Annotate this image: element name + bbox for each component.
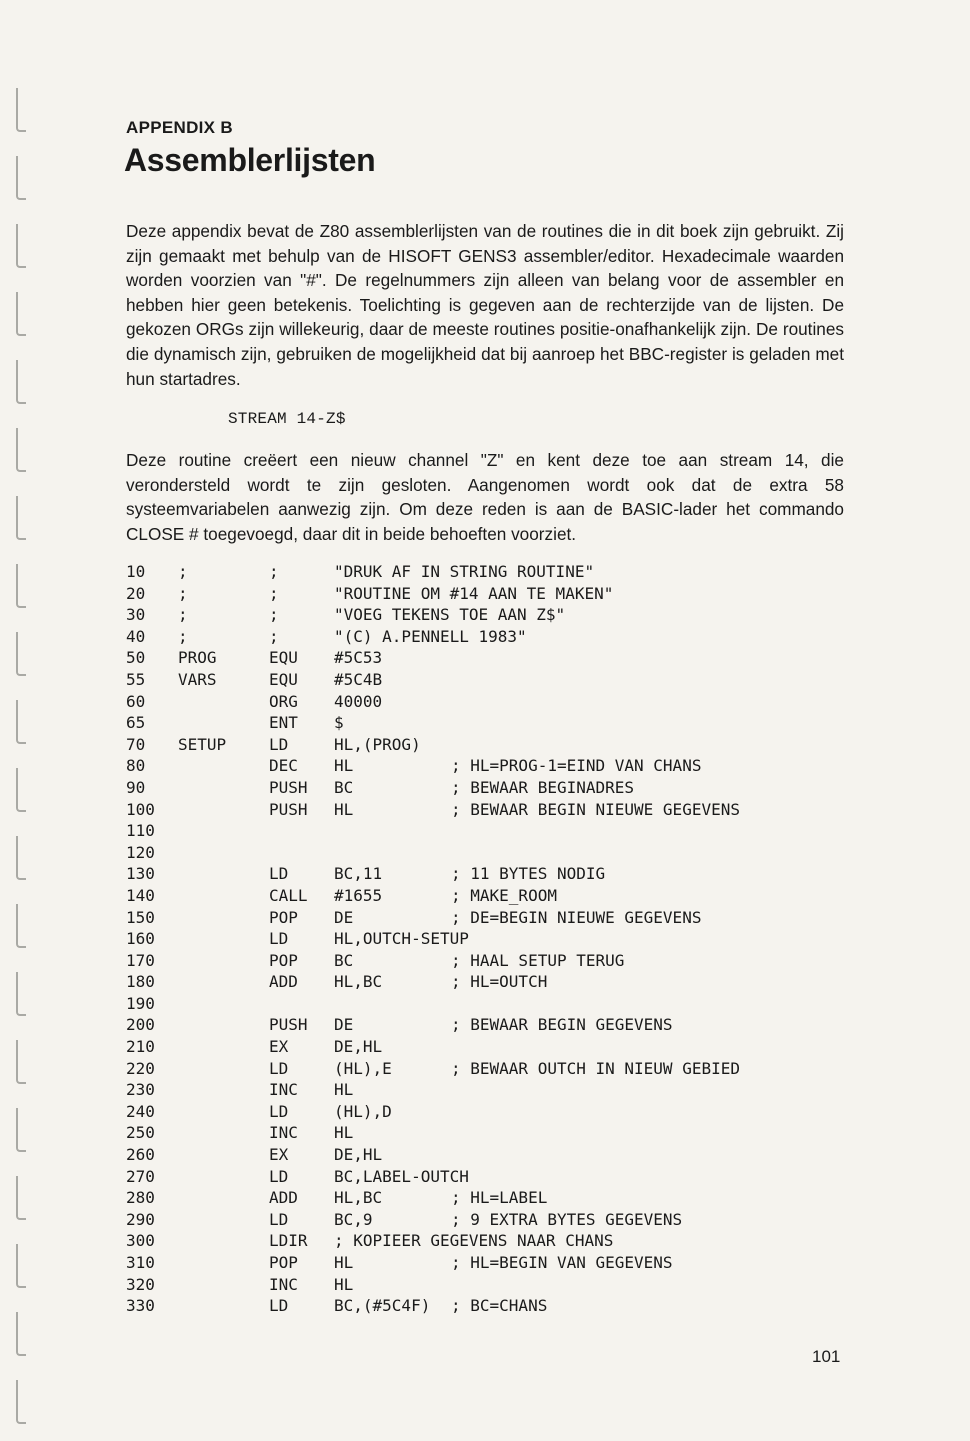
code-line [126, 1036, 846, 1058]
line-label: ; [178, 583, 188, 603]
code-line [126, 1122, 846, 1144]
line-operand: "ROUTINE OM #14 AAN TE MAKEN" [334, 583, 614, 603]
line-opcode: INC [269, 1080, 298, 1100]
line-number: 230 [126, 1080, 155, 1100]
line-number: 80 [126, 756, 146, 776]
line-comment: ; BEWAAR BEGIN GEGEVENS [451, 1015, 673, 1035]
line-opcode: PUSH [269, 777, 308, 797]
code-line [126, 626, 846, 648]
code-line [126, 755, 846, 777]
line-operand: #1655 [334, 885, 383, 905]
line-opcode: POP [269, 1253, 298, 1272]
line-number: 60 [126, 691, 146, 711]
line-opcode: EQU [269, 669, 298, 689]
code-line [126, 950, 846, 972]
code-line [126, 993, 846, 1015]
line-number: 120 [126, 842, 155, 862]
line-operand: HL,(PROG) [334, 734, 421, 754]
line-number: 170 [126, 950, 155, 970]
line-number: 330 [126, 1296, 155, 1316]
assembler-listing [126, 561, 846, 1317]
code-line [126, 863, 846, 885]
code-line [126, 1101, 846, 1123]
code-line [126, 820, 846, 842]
line-operand: BC,11 [334, 864, 383, 884]
line-comment: ; HL=LABEL [451, 1188, 548, 1208]
line-number: 140 [126, 885, 155, 905]
line-number: 270 [126, 1166, 155, 1186]
line-operand: DE,HL [334, 1037, 383, 1057]
line-operand: BC [334, 950, 354, 970]
line-operand: HL,OUTCH-SETUP [334, 929, 469, 949]
code-line [126, 971, 846, 993]
line-opcode: EX [269, 1145, 289, 1165]
line-number: 160 [126, 929, 155, 949]
line-opcode: INC [269, 1274, 298, 1294]
line-opcode: ADD [269, 972, 298, 992]
code-line [126, 669, 846, 691]
line-opcode: PUSH [269, 1015, 308, 1035]
line-number: 55 [126, 669, 146, 689]
line-opcode: ; [269, 605, 279, 625]
line-label: PROG [178, 648, 217, 668]
line-operand: (HL),D [334, 1101, 392, 1121]
line-operand: HL [334, 1274, 354, 1294]
code-line [126, 1144, 846, 1166]
line-number: 210 [126, 1037, 155, 1057]
line-number: 320 [126, 1274, 155, 1294]
line-opcode: LDIR [269, 1231, 308, 1251]
code-line [126, 1166, 846, 1188]
code-line [126, 712, 846, 734]
line-comment: ; BEWAAR BEGINADRES [451, 777, 635, 797]
line-number: 240 [126, 1101, 155, 1121]
line-number: 30 [126, 605, 146, 625]
line-comment: ; 9 EXTRA BYTES GEGEVENS [451, 1209, 683, 1229]
line-operand: HL [334, 799, 354, 819]
code-line [126, 734, 846, 756]
line-operand: HL,BC [334, 972, 383, 992]
line-number: 65 [126, 713, 146, 733]
line-opcode: ADD [269, 1188, 298, 1208]
line-comment: ; DE=BEGIN NIEUWE GEGEVENS [451, 907, 702, 927]
line-number: 50 [126, 648, 146, 668]
section-heading: STREAM 14-Z$ [228, 410, 346, 428]
line-operand: $ [334, 713, 344, 733]
code-line [126, 1274, 846, 1296]
line-opcode: ORG [269, 691, 298, 711]
line-operand: "(C) A.PENNELL 1983" [334, 626, 527, 646]
code-line [126, 799, 846, 821]
page-number: 101 [812, 1347, 841, 1366]
line-comment: ; BC=CHANS [451, 1296, 548, 1316]
line-number: 190 [126, 993, 155, 1013]
line-operand: ; KOPIEER GEGEVENS NAAR CHANS [334, 1231, 614, 1251]
line-opcode: ENT [269, 713, 298, 733]
line-opcode: ; [269, 562, 279, 581]
section-paragraph: Deze routine creëert een nieuw channel "Z" en kent deze toe aan stream 14, die verondersteld wordt te zijn gesloten. Aangenomen wordt ook dat de extra 58 systeemvariabelen aanwezig zijn. Om deze reden is aan de BASIC-lader het commando CLOSE # toegevoegd, daar dit in beide behoeften voorziet. [126, 450, 844, 544]
code-line [126, 928, 846, 950]
code-line [126, 1187, 846, 1209]
line-operand: "VOEG TEKENS TOE AAN Z$" [334, 605, 566, 625]
code-line [126, 1058, 846, 1080]
line-operand: 40000 [334, 691, 383, 711]
line-opcode: CALL [269, 885, 308, 905]
line-opcode: LD [269, 734, 289, 754]
line-opcode: POP [269, 950, 298, 970]
line-opcode: LD [269, 929, 289, 949]
line-number: 130 [126, 864, 155, 884]
code-line [126, 647, 846, 669]
line-label: SETUP [178, 734, 227, 754]
line-label: ; [178, 562, 188, 581]
line-number: 180 [126, 972, 155, 992]
line-operand: HL,BC [334, 1188, 383, 1208]
line-comment: ; HL=PROG-1=EIND VAN CHANS [451, 756, 702, 776]
line-comment: ; HAAL SETUP TERUG [451, 950, 625, 970]
line-opcode: EQU [269, 648, 298, 668]
line-operand: BC,(#5C4F) [334, 1296, 431, 1316]
line-number: 40 [126, 626, 146, 646]
line-operand: BC,LABEL-OUTCH [334, 1166, 469, 1186]
line-operand: HL [334, 1080, 354, 1100]
line-number: 220 [126, 1058, 155, 1078]
line-operand: #5C53 [334, 648, 383, 668]
line-opcode: PUSH [269, 799, 308, 819]
line-comment: ; 11 BYTES NODIG [451, 864, 606, 884]
line-operand: DE [334, 907, 354, 927]
code-line [126, 777, 846, 799]
line-comment: ; MAKE_ROOM [451, 885, 557, 905]
code-line [126, 1079, 846, 1101]
line-number: 150 [126, 907, 155, 927]
line-number: 310 [126, 1253, 155, 1272]
line-number: 250 [126, 1123, 155, 1143]
line-comment: ; HL=OUTCH [451, 972, 548, 992]
code-line [126, 885, 846, 907]
line-opcode: LD [269, 1058, 289, 1078]
line-number: 110 [126, 821, 155, 841]
line-number: 90 [126, 777, 146, 797]
line-number: 280 [126, 1188, 155, 1208]
code-line [126, 1014, 846, 1036]
page-title: Assemblerlijsten [124, 142, 376, 178]
line-operand: "DRUK AF IN STRING ROUTINE" [334, 562, 595, 581]
line-opcode: INC [269, 1123, 298, 1143]
intro-paragraph: Deze appendix bevat de Z80 assemblerlijsten van de routines die in dit boek zijn gebruikt. Zij zijn gemaakt met behulp van de HISOFT GENS3 assembler/editor. Hexadecimale waarden worden voorzien van "#". De regelnummers zijn alleen van belang voor de assembler en hebben hier geen betekenis. Toelichting is gegeven aan de rechterzijde van de lijsten. De gekozen ORGs zijn willekeurig, daar de meeste routines positie-onafhankelijk zijn. De routines die dynamisch zijn, gebruiken de mogelijkheid dat bij aanroep het BBC-register is geladen met hun startadres. [126, 221, 844, 389]
line-number: 100 [126, 799, 155, 819]
line-number: 70 [126, 734, 146, 754]
code-line [126, 1209, 846, 1231]
code-line [126, 1252, 846, 1274]
line-opcode: LD [269, 1166, 289, 1186]
code-line [126, 842, 846, 864]
line-comment: ; BEWAAR OUTCH IN NIEUW GEBIED [451, 1058, 740, 1078]
line-number: 300 [126, 1231, 155, 1251]
line-operand: HL [334, 756, 354, 776]
line-comment: ; HL=BEGIN VAN GEGEVENS [451, 1253, 673, 1272]
line-operand: DE,HL [334, 1145, 383, 1165]
line-number: 20 [126, 583, 146, 603]
line-opcode: LD [269, 1296, 289, 1316]
line-opcode: POP [269, 907, 298, 927]
code-line [126, 583, 846, 605]
line-opcode: ; [269, 626, 279, 646]
line-operand: (HL),E [334, 1058, 392, 1078]
line-number: 260 [126, 1145, 155, 1165]
line-opcode: EX [269, 1037, 289, 1057]
line-number: 10 [126, 562, 146, 581]
line-opcode: LD [269, 864, 289, 884]
line-operand: BC [334, 777, 354, 797]
line-operand: HL [334, 1123, 354, 1143]
code-line [126, 691, 846, 713]
line-comment: ; BEWAAR BEGIN NIEUWE GEGEVENS [451, 799, 740, 819]
code-line [126, 1295, 846, 1317]
line-opcode: DEC [269, 756, 298, 776]
line-operand: BC,9 [334, 1209, 373, 1229]
code-line [126, 907, 846, 929]
line-label: VARS [178, 669, 217, 689]
line-opcode: ; [269, 583, 279, 603]
line-opcode: LD [269, 1209, 289, 1229]
line-operand: #5C4B [334, 669, 383, 689]
appendix-label: APPENDIX B [126, 118, 233, 137]
line-opcode: LD [269, 1101, 289, 1121]
line-operand: DE [334, 1015, 354, 1035]
line-label: ; [178, 626, 188, 646]
line-operand: HL [334, 1253, 354, 1272]
code-line [126, 604, 846, 626]
line-label: ; [178, 605, 188, 625]
line-number: 200 [126, 1015, 155, 1035]
code-line [126, 1230, 846, 1252]
code-line [126, 561, 846, 583]
line-number: 290 [126, 1209, 155, 1229]
